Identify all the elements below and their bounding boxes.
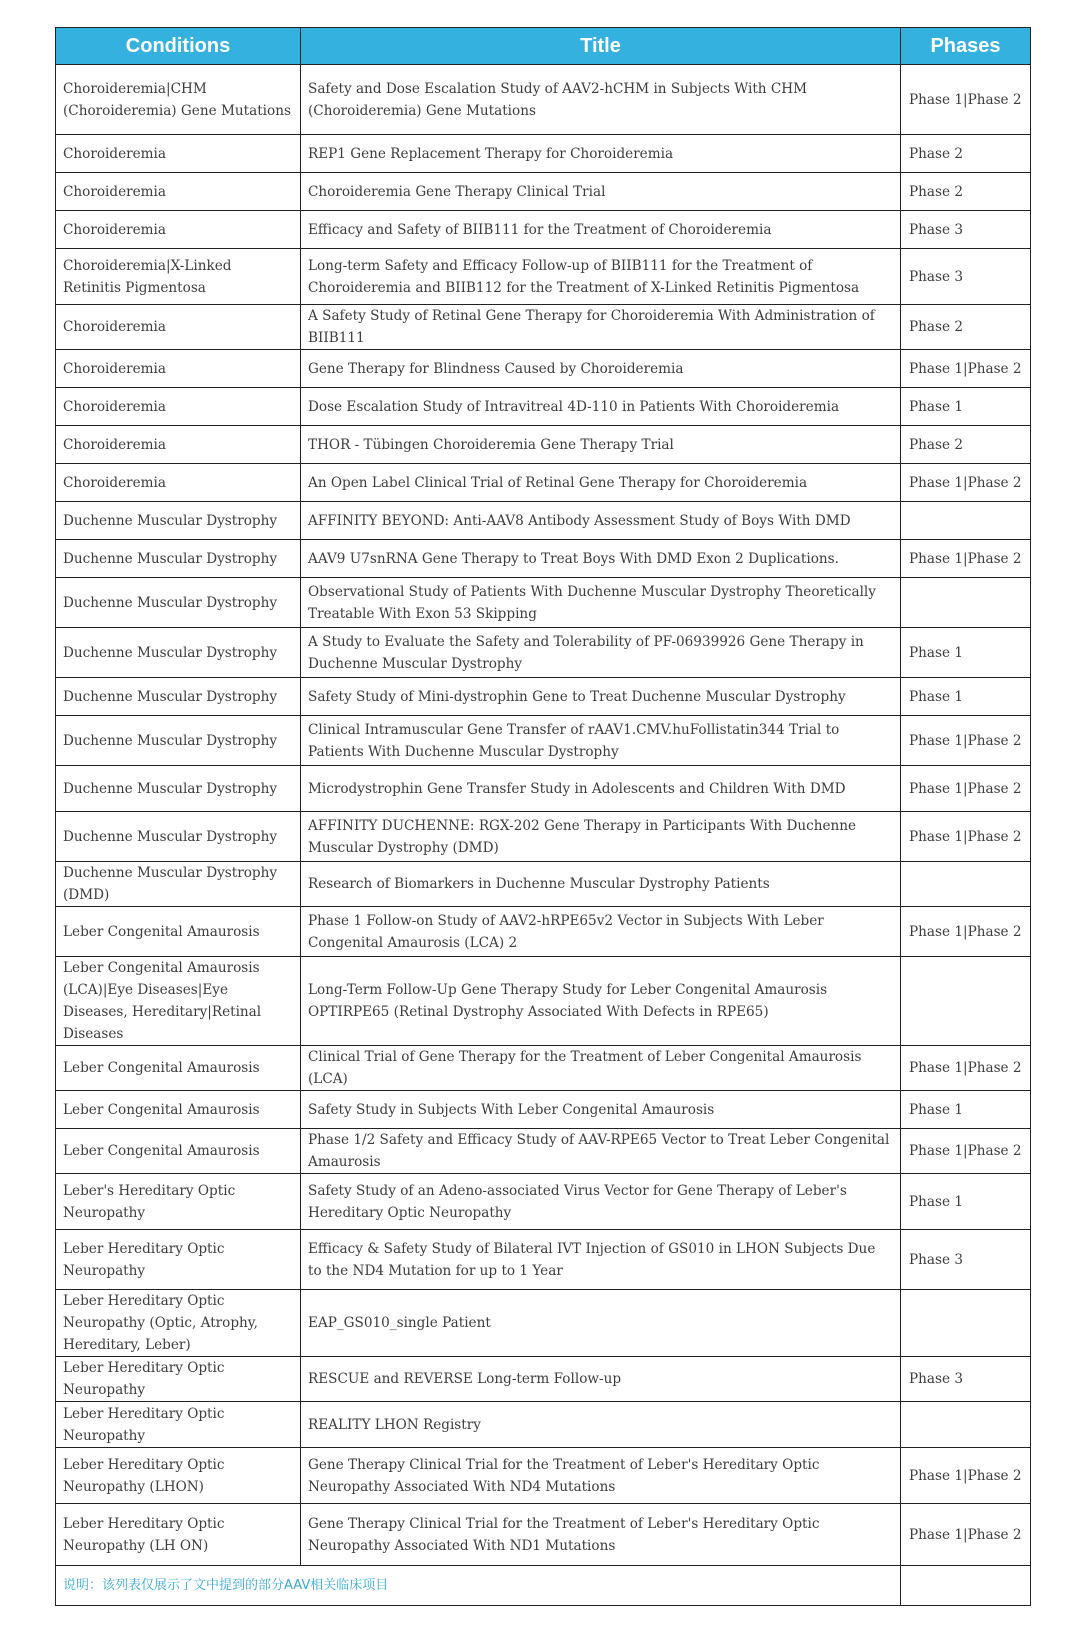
phase-cell [901, 957, 1031, 1046]
phase-cell [901, 1290, 1031, 1357]
table-row [56, 678, 1031, 716]
table-row [56, 173, 1031, 211]
condition-cell: Leber Congenital Amaurosis (LCA)|Eye Diseases|Eye Diseases, Hereditary|Retinal Diseases [56, 957, 301, 1046]
condition-cell: Choroideremia [56, 305, 301, 350]
title-cell: Observational Study of Patients With Duchenne Muscular Dystrophy Theoretically Treatable With Exon 53 Skipping [301, 578, 901, 628]
table-row [56, 1129, 1031, 1174]
phase-cell: Phase 1|Phase 2 [901, 350, 1031, 388]
phase-cell: Phase 3 [901, 249, 1031, 305]
phase-cell: Phase 1 [901, 678, 1031, 716]
footnote-row [56, 1566, 1031, 1606]
phase-cell [901, 502, 1031, 540]
phase-cell: Phase 1|Phase 2 [901, 1129, 1031, 1174]
phase-cell: Phase 2 [901, 305, 1031, 350]
phase-cell: Phase 3 [901, 211, 1031, 249]
table-row [56, 862, 1031, 907]
table-row [56, 1402, 1031, 1448]
condition-cell: Choroideremia [56, 173, 301, 211]
title-cell: Safety and Dose Escalation Study of AAV2-hCHM in Subjects With CHM (Choroideremia) Gene Mutations [301, 65, 901, 135]
header-row [56, 28, 1031, 65]
table-body [56, 65, 1031, 1606]
table-row [56, 1230, 1031, 1290]
title-cell: Efficacy and Safety of BIIB111 for the Treatment of Choroideremia [301, 211, 901, 249]
table-row [56, 812, 1031, 862]
table-row [56, 1174, 1031, 1230]
title-cell: Safety Study of Mini-dystrophin Gene to Treat Duchenne Muscular Dystrophy [301, 678, 901, 716]
phase-cell: Phase 1 [901, 388, 1031, 426]
table-row [56, 1448, 1031, 1504]
phase-cell: Phase 2 [901, 135, 1031, 173]
phase-cell: Phase 1|Phase 2 [901, 907, 1031, 957]
table-row [56, 766, 1031, 812]
title-cell: REP1 Gene Replacement Therapy for Choroideremia [301, 135, 901, 173]
header-title: Title [301, 28, 901, 65]
condition-cell: Leber Hereditary Optic Neuropathy [56, 1230, 301, 1290]
condition-cell: Choroideremia [56, 464, 301, 502]
title-cell: Phase 1 Follow-on Study of AAV2-hRPE65v2 Vector in Subjects With Leber Congenital Amaurosis (LCA) 2 [301, 907, 901, 957]
condition-cell: Duchenne Muscular Dystrophy [56, 716, 301, 766]
phase-cell [901, 862, 1031, 907]
condition-cell: Leber Hereditary Optic Neuropathy (Optic, Atrophy, Hereditary, Leber) [56, 1290, 301, 1357]
table-row [56, 578, 1031, 628]
title-cell: Long-Term Follow-Up Gene Therapy Study for Leber Congenital Amaurosis OPTIRPE65 (Retinal Dystrophy Associated With Defects in RPE65) [301, 957, 901, 1046]
table-row [56, 464, 1031, 502]
phase-cell: Phase 1|Phase 2 [901, 464, 1031, 502]
header-phases: Phases [901, 28, 1031, 65]
phase-cell [901, 1402, 1031, 1448]
table-row [56, 249, 1031, 305]
table-header [56, 28, 1031, 65]
condition-cell: Leber Congenital Amaurosis [56, 1091, 301, 1129]
condition-cell: Leber's Hereditary Optic Neuropathy [56, 1174, 301, 1230]
title-cell: Gene Therapy for Blindness Caused by Choroideremia [301, 350, 901, 388]
title-cell: REALITY LHON Registry [301, 1402, 901, 1448]
title-cell: RESCUE and REVERSE Long-term Follow-up [301, 1357, 901, 1402]
table-row [56, 135, 1031, 173]
phase-cell: Phase 1|Phase 2 [901, 1448, 1031, 1504]
phase-cell: Phase 2 [901, 173, 1031, 211]
table-row [56, 1091, 1031, 1129]
title-cell: A Study to Evaluate the Safety and Tolerability of PF-06939926 Gene Therapy in Duchenne Muscular Dystrophy [301, 628, 901, 678]
table-row [56, 65, 1031, 135]
table-row [56, 211, 1031, 249]
condition-cell: Duchenne Muscular Dystrophy [56, 678, 301, 716]
phase-cell: Phase 3 [901, 1357, 1031, 1402]
phase-cell: Phase 1|Phase 2 [901, 540, 1031, 578]
condition-cell: Duchenne Muscular Dystrophy [56, 502, 301, 540]
title-cell: Long-term Safety and Efficacy Follow-up of BIIB111 for the Treatment of Choroideremia and BIIB112 for the Treatment of X-Linked Retinitis Pigmentosa [301, 249, 901, 305]
phase-cell: Phase 1|Phase 2 [901, 1504, 1031, 1566]
condition-cell: Choroideremia [56, 426, 301, 464]
condition-cell: Leber Hereditary Optic Neuropathy (LH ON) [56, 1504, 301, 1566]
footnote: 说明：该列表仅展示了文中提到的部分AAV相关临床项目 [56, 1566, 901, 1606]
title-cell: Dose Escalation Study of Intravitreal 4D-110 in Patients With Choroideremia [301, 388, 901, 426]
phase-cell: Phase 1 [901, 1174, 1031, 1230]
condition-cell: Leber Congenital Amaurosis [56, 907, 301, 957]
phase-cell: Phase 1 [901, 628, 1031, 678]
table-row [56, 426, 1031, 464]
title-cell: Microdystrophin Gene Transfer Study in Adolescents and Children With DMD [301, 766, 901, 812]
header-conditions: Conditions [56, 28, 301, 65]
title-cell: AFFINITY BEYOND: Anti-AAV8 Antibody Assessment Study of Boys With DMD [301, 502, 901, 540]
table-row [56, 957, 1031, 1046]
phase-cell: Phase 1|Phase 2 [901, 812, 1031, 862]
footnote-empty-cell [901, 1566, 1031, 1606]
condition-cell: Choroideremia|X-Linked Retinitis Pigmentosa [56, 249, 301, 305]
table-row [56, 1357, 1031, 1402]
condition-cell: Leber Hereditary Optic Neuropathy [56, 1357, 301, 1402]
title-cell: A Safety Study of Retinal Gene Therapy for Choroideremia With Administration of BIIB111 [301, 305, 901, 350]
table-row [56, 350, 1031, 388]
phase-cell: Phase 1|Phase 2 [901, 766, 1031, 812]
condition-cell: Leber Congenital Amaurosis [56, 1129, 301, 1174]
title-cell: Clinical Intramuscular Gene Transfer of rAAV1.CMV.huFollistatin344 Trial to Patients With Duchenne Muscular Dystrophy [301, 716, 901, 766]
table-row [56, 1290, 1031, 1357]
phase-cell: Phase 1|Phase 2 [901, 1046, 1031, 1091]
table-row [56, 907, 1031, 957]
title-cell: Phase 1/2 Safety and Efficacy Study of AAV-RPE65 Vector to Treat Leber Congenital Amaurosis [301, 1129, 901, 1174]
phase-cell: Phase 1|Phase 2 [901, 716, 1031, 766]
phase-cell [901, 578, 1031, 628]
title-cell: Safety Study of an Adeno-associated Virus Vector for Gene Therapy of Leber's Hereditary Optic Neuropathy [301, 1174, 901, 1230]
table-row [56, 628, 1031, 678]
title-cell: Efficacy & Safety Study of Bilateral IVT Injection of GS010 in LHON Subjects Due to the ND4 Mutation for up to 1 Year [301, 1230, 901, 1290]
clinical-trials-table [55, 27, 1031, 1606]
title-cell: AAV9 U7snRNA Gene Therapy to Treat Boys With DMD Exon 2 Duplications. [301, 540, 901, 578]
phase-cell: Phase 2 [901, 426, 1031, 464]
title-cell: Gene Therapy Clinical Trial for the Treatment of Leber's Hereditary Optic Neuropathy Associated With ND1 Mutations [301, 1504, 901, 1566]
condition-cell: Duchenne Muscular Dystrophy [56, 540, 301, 578]
condition-cell: Leber Hereditary Optic Neuropathy (LHON) [56, 1448, 301, 1504]
table-row [56, 502, 1031, 540]
phase-cell: Phase 1|Phase 2 [901, 65, 1031, 135]
table-row [56, 540, 1031, 578]
condition-cell: Duchenne Muscular Dystrophy (DMD) [56, 862, 301, 907]
title-cell: Research of Biomarkers in Duchenne Muscular Dystrophy Patients [301, 862, 901, 907]
condition-cell: Duchenne Muscular Dystrophy [56, 812, 301, 862]
title-cell: THOR - Tübingen Choroideremia Gene Therapy Trial [301, 426, 901, 464]
condition-cell: Duchenne Muscular Dystrophy [56, 766, 301, 812]
title-cell: Gene Therapy Clinical Trial for the Treatment of Leber's Hereditary Optic Neuropathy Associated With ND4 Mutations [301, 1448, 901, 1504]
table-row [56, 305, 1031, 350]
table-row [56, 716, 1031, 766]
table-row [56, 388, 1031, 426]
condition-cell: Duchenne Muscular Dystrophy [56, 578, 301, 628]
phase-cell: Phase 3 [901, 1230, 1031, 1290]
condition-cell: Choroideremia [56, 211, 301, 249]
trials-table-container [55, 27, 1030, 1606]
table-row [56, 1046, 1031, 1091]
title-cell: Safety Study in Subjects With Leber Congenital Amaurosis [301, 1091, 901, 1129]
title-cell: EAP_GS010_single Patient [301, 1290, 901, 1357]
title-cell: AFFINITY DUCHENNE: RGX-202 Gene Therapy in Participants With Duchenne Muscular Dystrophy (DMD) [301, 812, 901, 862]
table-row [56, 1504, 1031, 1566]
condition-cell: Duchenne Muscular Dystrophy [56, 628, 301, 678]
phase-cell: Phase 1 [901, 1091, 1031, 1129]
title-cell: Choroideremia Gene Therapy Clinical Trial [301, 173, 901, 211]
condition-cell: Choroideremia [56, 135, 301, 173]
condition-cell: Leber Congenital Amaurosis [56, 1046, 301, 1091]
condition-cell: Choroideremia|CHM (Choroideremia) Gene Mutations [56, 65, 301, 135]
condition-cell: Choroideremia [56, 388, 301, 426]
condition-cell: Leber Hereditary Optic Neuropathy [56, 1402, 301, 1448]
title-cell: Clinical Trial of Gene Therapy for the Treatment of Leber Congenital Amaurosis (LCA) [301, 1046, 901, 1091]
condition-cell: Choroideremia [56, 350, 301, 388]
title-cell: An Open Label Clinical Trial of Retinal Gene Therapy for Choroideremia [301, 464, 901, 502]
